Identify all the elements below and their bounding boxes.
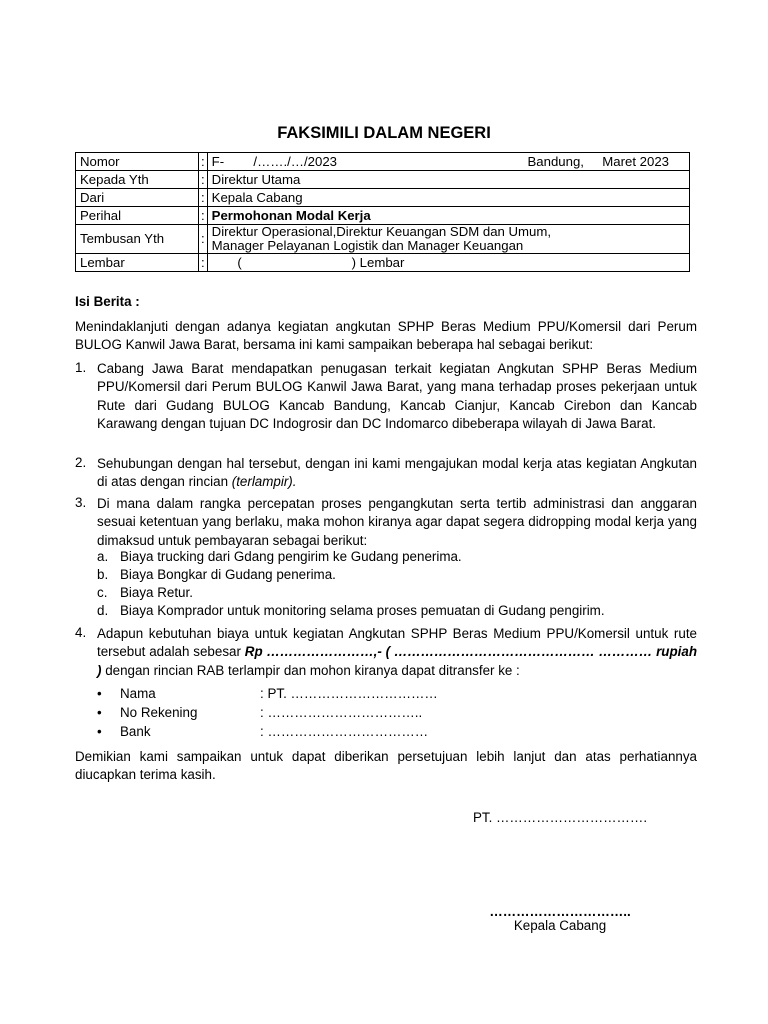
dari-value: Kepala Cabang (207, 189, 689, 207)
signature-company: PT. ……………………………. (472, 810, 648, 825)
tembusan-cell (207, 225, 689, 254)
sub-item (97, 602, 605, 620)
signature-position: Kepala Cabang (513, 918, 607, 933)
bank-label: No Rekening (120, 705, 198, 720)
header-row-perihal (76, 207, 690, 225)
colon: : (199, 207, 208, 225)
bank-value: : ……………………………… (260, 724, 429, 739)
sub-item-letter: d. (97, 603, 109, 618)
bullet: • (97, 686, 102, 701)
nomor-value: F- /……./…/2023 (211, 153, 337, 169)
dari-label: Dari (76, 189, 199, 207)
bank-row (97, 685, 438, 703)
bullet: • (97, 705, 102, 720)
bank-value: : …………………………….. (260, 705, 423, 720)
header-table (75, 152, 690, 272)
header-row-nomor (76, 153, 690, 171)
colon: : (199, 189, 208, 207)
sub-item-letter: b. (97, 567, 109, 582)
bullet: • (97, 724, 102, 739)
colon: : (199, 254, 208, 272)
tembusan-line-1: Direktur Operasional,Direktur Keuangan SDM dan Umum, (211, 224, 552, 239)
item-text-italic: (terlampir). (231, 474, 297, 490)
sub-item (97, 584, 193, 602)
bank-row (97, 704, 422, 722)
isi-berita-label: Isi Berita : (75, 294, 140, 309)
item-number: 4. (75, 625, 87, 640)
item-number: 1. (75, 360, 87, 375)
sub-item-letter: c. (97, 585, 108, 600)
amount-placeholder: Rp ……………………,- ( ……………………………………… ………… rupiah ) (97, 644, 697, 678)
kepada-value: Direktur Utama (207, 171, 689, 189)
sub-item-text: Biaya trucking dari Gdang pengirim ke Gudang penerima. (120, 549, 462, 564)
header-row-tembusan (76, 225, 690, 254)
sub-item-letter: a. (97, 549, 109, 564)
perihal-label: Perihal (76, 207, 199, 225)
tembusan-label: Tembusan Yth (76, 225, 199, 254)
lembar-label: Lembar (76, 254, 199, 272)
item-text (97, 455, 697, 492)
bank-label: Nama (120, 686, 156, 701)
item-number: 2. (75, 455, 87, 470)
item-text: Cabang Jawa Barat mendapatkan penugasan terkait kegiatan Angkutan SPHP Beras Medium PPU/Komersil dari Perum BULOG Kanwil Jawa Barat, yang mana terhadap proses pekerjaan untuk Rute dari Gudang BULOG Kancab Bandung, Kancab Cianjur, Kancab Cirebon dan Kancab Karawang dengan tujuan DC Indogrosir dan DC Indomarco dibeberapa wilayah di Jawa Barat. (97, 361, 697, 431)
sub-item-text: Biaya Retur. (120, 585, 193, 600)
item-text-main: Adapun kebutuhan biaya untuk kegiatan Angkutan SPHP Beras Medium PPU/Komersil untuk rute tersebut adalah sebesar (97, 626, 697, 660)
colon: : (199, 225, 208, 254)
kepada-label: Kepada Yth (76, 171, 199, 189)
place-date: Bandung, Maret 2023 (527, 153, 669, 169)
header-row-dari (76, 189, 690, 207)
sub-item (97, 548, 462, 566)
document-title: FAKSIMILI DALAM NEGERI (277, 124, 491, 142)
bank-row (97, 723, 428, 741)
colon: : (199, 171, 208, 189)
sub-item-text: Biaya Komprador untuk monitoring selama proses pemuatan di Gudang pengirim. (120, 603, 605, 618)
item-text (97, 625, 697, 680)
item-text-main: Sehubungan dengan hal tersebut, dengan ini kami mengajukan modal kerja atas kegiatan Angkutan di atas dengan rincian (97, 456, 697, 490)
header-row-kepada (76, 171, 690, 189)
perihal-value: Permohonan Modal Kerja (207, 207, 689, 225)
sub-item (97, 566, 336, 584)
sub-item-text: Biaya Bongkar di Gudang penerima. (120, 567, 336, 582)
item-number: 3. (75, 495, 87, 510)
header-row-lembar (76, 254, 690, 272)
nomor-cell (207, 153, 689, 171)
item-text: Di mana dalam rangka percepatan proses pengangkutan serta tertib administrasi dan anggaran sesuai ketentuan yang berlaku, maka mohon kiranya agar dapat segera didropping modal kerja yang dimaksud untuk pembayaran sebagai berikut: (97, 496, 697, 548)
signature-name-line: ………………………….. (489, 904, 631, 919)
intro-paragraph: Menindaklanjuti dengan adanya kegiatan angkutan SPHP Beras Medium PPU/Komersil dari Perum BULOG Kanwil Jawa Barat, bersama ini kami sampaikan beberapa hal sebagai berikut: (75, 319, 697, 353)
bank-label: Bank (120, 724, 151, 739)
bank-value: : PT. …………………………… (260, 686, 438, 701)
item-text-tail: dengan rincian RAB terlampir dan mohon kiranya dapat ditransfer ke : (101, 662, 520, 678)
nomor-label: Nomor (76, 153, 199, 171)
closing-paragraph: Demikian kami sampaikan untuk dapat diberikan persetujuan lebih lanjut dan atas perhatiannya diucapkan terima kasih. (75, 749, 697, 783)
colon: : (199, 153, 208, 171)
lembar-value: ( ) Lembar (207, 254, 689, 272)
tembusan-line-2: Manager Pelayanan Logistik dan Manager Keuangan (211, 238, 524, 253)
